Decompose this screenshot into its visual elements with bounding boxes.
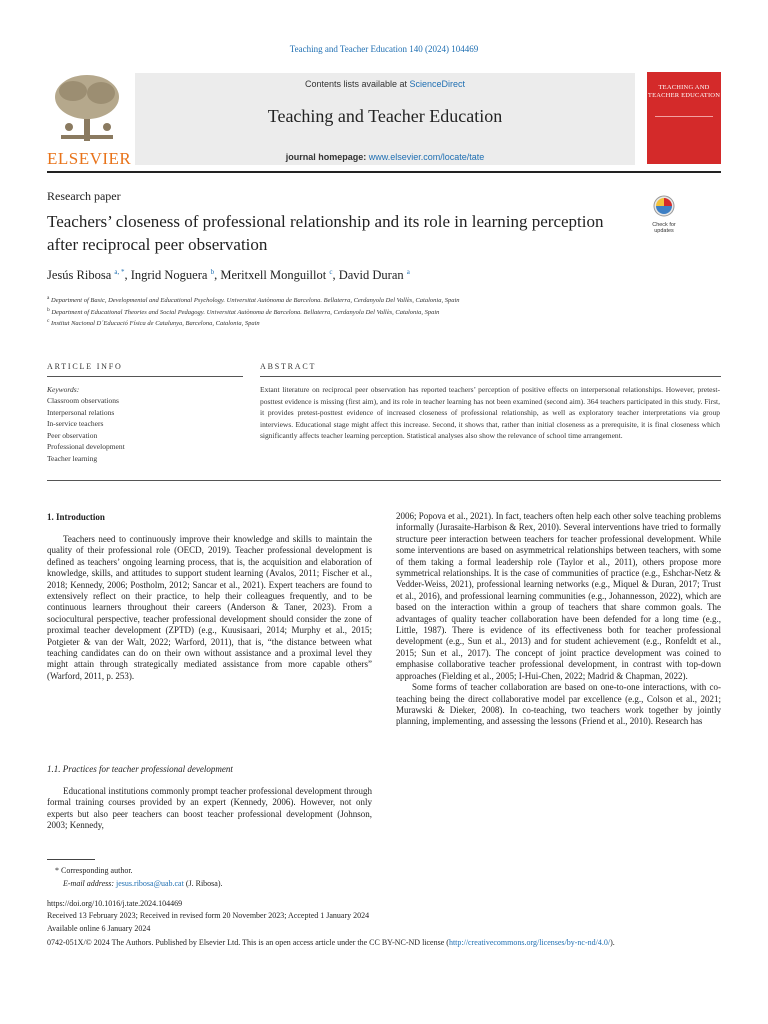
author-sup[interactable]: a, * <box>114 268 125 276</box>
article-info-rule <box>47 376 243 377</box>
homepage-line: journal homepage: www.elsevier.com/locate/tate <box>285 152 485 162</box>
author-name[interactable]: Meritxell Monguillot <box>220 268 327 283</box>
abstract-heading: ABSTRACT <box>260 362 317 371</box>
affiliation: $^a$ Department of Basic, Developmental and Educational Psychology. Universitat Autònoma de Barcelona. Bellaterra, Cerdanyola Del Vallès, Catalonia, Spain <box>47 295 460 305</box>
received-dates: Received 13 February 2023; Received in revised form 20 November 2023; Accepted 1 January 2024 <box>47 911 370 920</box>
author-list: Jesús Ribosa $^{a, *}$, Ingrid Noguera $^b$, Meritxell Monguillot $^c$, David Duran $^a$ <box>47 268 410 283</box>
author-name[interactable]: Ingrid Noguera <box>130 268 208 283</box>
section-heading-introduction: 1. Introduction <box>47 512 105 522</box>
abstract-rule <box>260 376 721 377</box>
left-column-paragraph: Teachers need to continuously improve their knowledge and skills to maintain the quality of their professional role (OECD, 2019). Teacher professional development is defined as teachers’ ongoing learning process, that is, the acquisition and elaboration of knowledge, skills, and attitudes to support student learning (Avalos, 2011; Fischer et al., 2018; Kennedy, 2006; Postholm, 2012; Sancar et al., 2021). Expert teachers are found to extensively reflect on their practice, to help their colleagues frequently, and to be continuous learners throughout their careers (Anderson & Taner, 2023). From a sociocultural perspective, teacher professional development should consider the zone of proximal teacher development (ZPTD) (e.g., Kuusisaari, 2014; Murphy et al., 2015; Potgieter & van der Walt, 2022; Warford, 2011), that is, “the distance between what teaching candidates can do on their own without assistance and a proximal level they might attain through strategically mediated assistance from more capable others” (Warford, 2011, p. 253). <box>47 534 372 681</box>
keywords-list <box>47 395 125 464</box>
keyword: Interpersonal relations <box>47 407 115 417</box>
author-name[interactable]: David Duran <box>338 268 404 283</box>
email-line: E-mail address: jesus.ribosa@uab.cat (J. Ribosa). <box>63 879 223 888</box>
license-link[interactable]: http://creativecommons.org/licenses/by-nc-nd/4.0/ <box>448 938 611 947</box>
abstract-text: Extant literature on reciprocal peer observation has reported teachers’ perception of positive effects on interpersonal relationships. However, pretest-posttest evidence is missing (first aim), and its role in teacher learning has not been examined (second aim). 364 teachers participated in this study. First, it provides pretest-posttest evidence of increased closeness of professional relationship, as well as exploratory teacher interpretations via group interviews. Educational stage might affect this increase. Second, it shows that, rather than initial closeness as a prerequisite, it is final closeness which significantly affects teacher learning perception. Statistical analyses also show the relevance of school time arrangement. <box>260 385 720 441</box>
footnote-rule <box>47 859 95 860</box>
keyword: Professional development <box>47 442 125 451</box>
subsection-heading: 1.1. Practices for teacher professional development <box>47 764 233 774</box>
right-column-paragraph: 2006; Popova et al., 2021). In fact, teachers often help each other solve teaching problems informally (Jurasaite-Harbison & Rex, 2010). Several interventions have tried to formally structure peer interaction between teachers for teacher professional development. While some interventions are based on asymmetrical relationships between teachers, with some of them taking a formal leadership role (Taylor et al., 2011), others propose more symmetrical relationships. It is the case of communities of practice (e.g., Eshchar-Netz & Vedder-Weiss, 2021), professional learning networks (e.g., Miquel & Duran, 2017; Trust et al., 2016), and professional learning communities (e.g., Johannesson, 2022), which are based on the interaction within a group of teachers that share common goals. The advantages of quality teacher collaboration have been defended for a long time (e.g., Little, 1987). There is evidence of its effectiveness both for teacher professional development (e.g., Sun et al., 2013) and for student achievement (e.g., Ronfeldt et al., 2015; Sun et al., 2017). The concept of joint practice development was coined to emphasise collaborative teacher professional development, in contrast with top-down approaches (Fielding et al., 2005; I-Hui-Chen, 2022; Madrid & Chapman, 2022). Some forms of teacher collaboration are based on one-to-one interactions, with co-teaching being the direct collaborative model par excellence (e.g., Colson et al., 2021; Murawski & Dieker, 2008). In co-teaching, two teachers work together by jointly planning, implementing, and assessing the lessons (Friend et al., 2010). Research has <box>396 511 721 727</box>
corresponding-author-note: * Corresponding author. <box>55 866 133 875</box>
keyword: Teacher learning <box>47 453 98 463</box>
article-type: Research paper <box>47 189 121 203</box>
author-sup[interactable]: a <box>406 268 410 276</box>
available-online: Available online 6 January 2024 <box>47 924 151 933</box>
journal-title: Teaching and Teacher Education <box>267 106 503 126</box>
affiliation: $^c$ Institut Nacional D´Educació Física de Catalunya, Barcelona, Catalonia, Spain <box>47 318 260 328</box>
keywords-label: Keywords: <box>47 385 80 394</box>
cover-divider <box>655 116 713 117</box>
author-sup[interactable]: c <box>329 268 333 276</box>
check-updates-icon <box>645 195 683 217</box>
license-line: 0742-051X/© 2024 The Authors. Published by Elsevier Ltd. This is an open access article under the CC BY-NC-ND license (http://creativecommons.org/licenses/by-nc-nd/4.0/). <box>47 938 615 947</box>
homepage-link[interactable]: www.elsevier.com/locate/tate <box>368 152 485 162</box>
elsevier-tree-icon <box>51 73 123 145</box>
journal-cover[interactable] <box>647 72 721 164</box>
email-link[interactable]: jesus.ribosa@uab.cat <box>116 879 184 888</box>
affiliation: $^b$ Department of Educational Theories and Social Pedagogy. Universitat Autònoma de Barcelona. Bellaterra, Cerdanyola Del Vallès, Catalonia, Spain <box>47 307 440 317</box>
header-rule <box>47 171 721 173</box>
author-sup[interactable]: b <box>210 268 215 276</box>
elsevier-wordmark: ELSEVIER <box>47 149 132 168</box>
keyword: Peer observation <box>47 430 98 440</box>
keyword: Classroom observations <box>47 396 119 405</box>
doi-link[interactable]: https://doi.org/10.1016/j.tate.2024.104469 <box>47 899 183 908</box>
abstract-bottom-rule <box>47 480 721 481</box>
contents-line: Contents lists available at ScienceDirect <box>304 79 466 89</box>
keyword: In-service teachers <box>47 419 104 428</box>
sciencedirect-link[interactable]: ScienceDirect <box>409 79 466 89</box>
journal-reference[interactable]: Teaching and Teacher Education 140 (2024) 104469 <box>289 44 479 54</box>
check-updates-label: Check for updates <box>652 222 676 234</box>
article-info-heading: ARTICLE INFO <box>47 362 123 371</box>
cover-title: TEACHING AND TEACHER EDUCATION <box>647 84 721 99</box>
elsevier-logo[interactable] <box>47 73 132 168</box>
check-for-updates-badge[interactable] <box>645 195 683 234</box>
left-column-paragraph-2: Educational institutions commonly prompt teacher professional development through formal training courses provided by an expert (Kennedy, 2006). However, not only experts but also peer teachers can boost teacher professional development (Johnson, 2003; Kennedy, <box>47 786 372 831</box>
author-name[interactable]: Jesús Ribosa <box>47 268 112 283</box>
paper-title: Teachers’ closeness of professional relationship and its role in learning perception after reciprocal peer observation <box>47 212 604 254</box>
